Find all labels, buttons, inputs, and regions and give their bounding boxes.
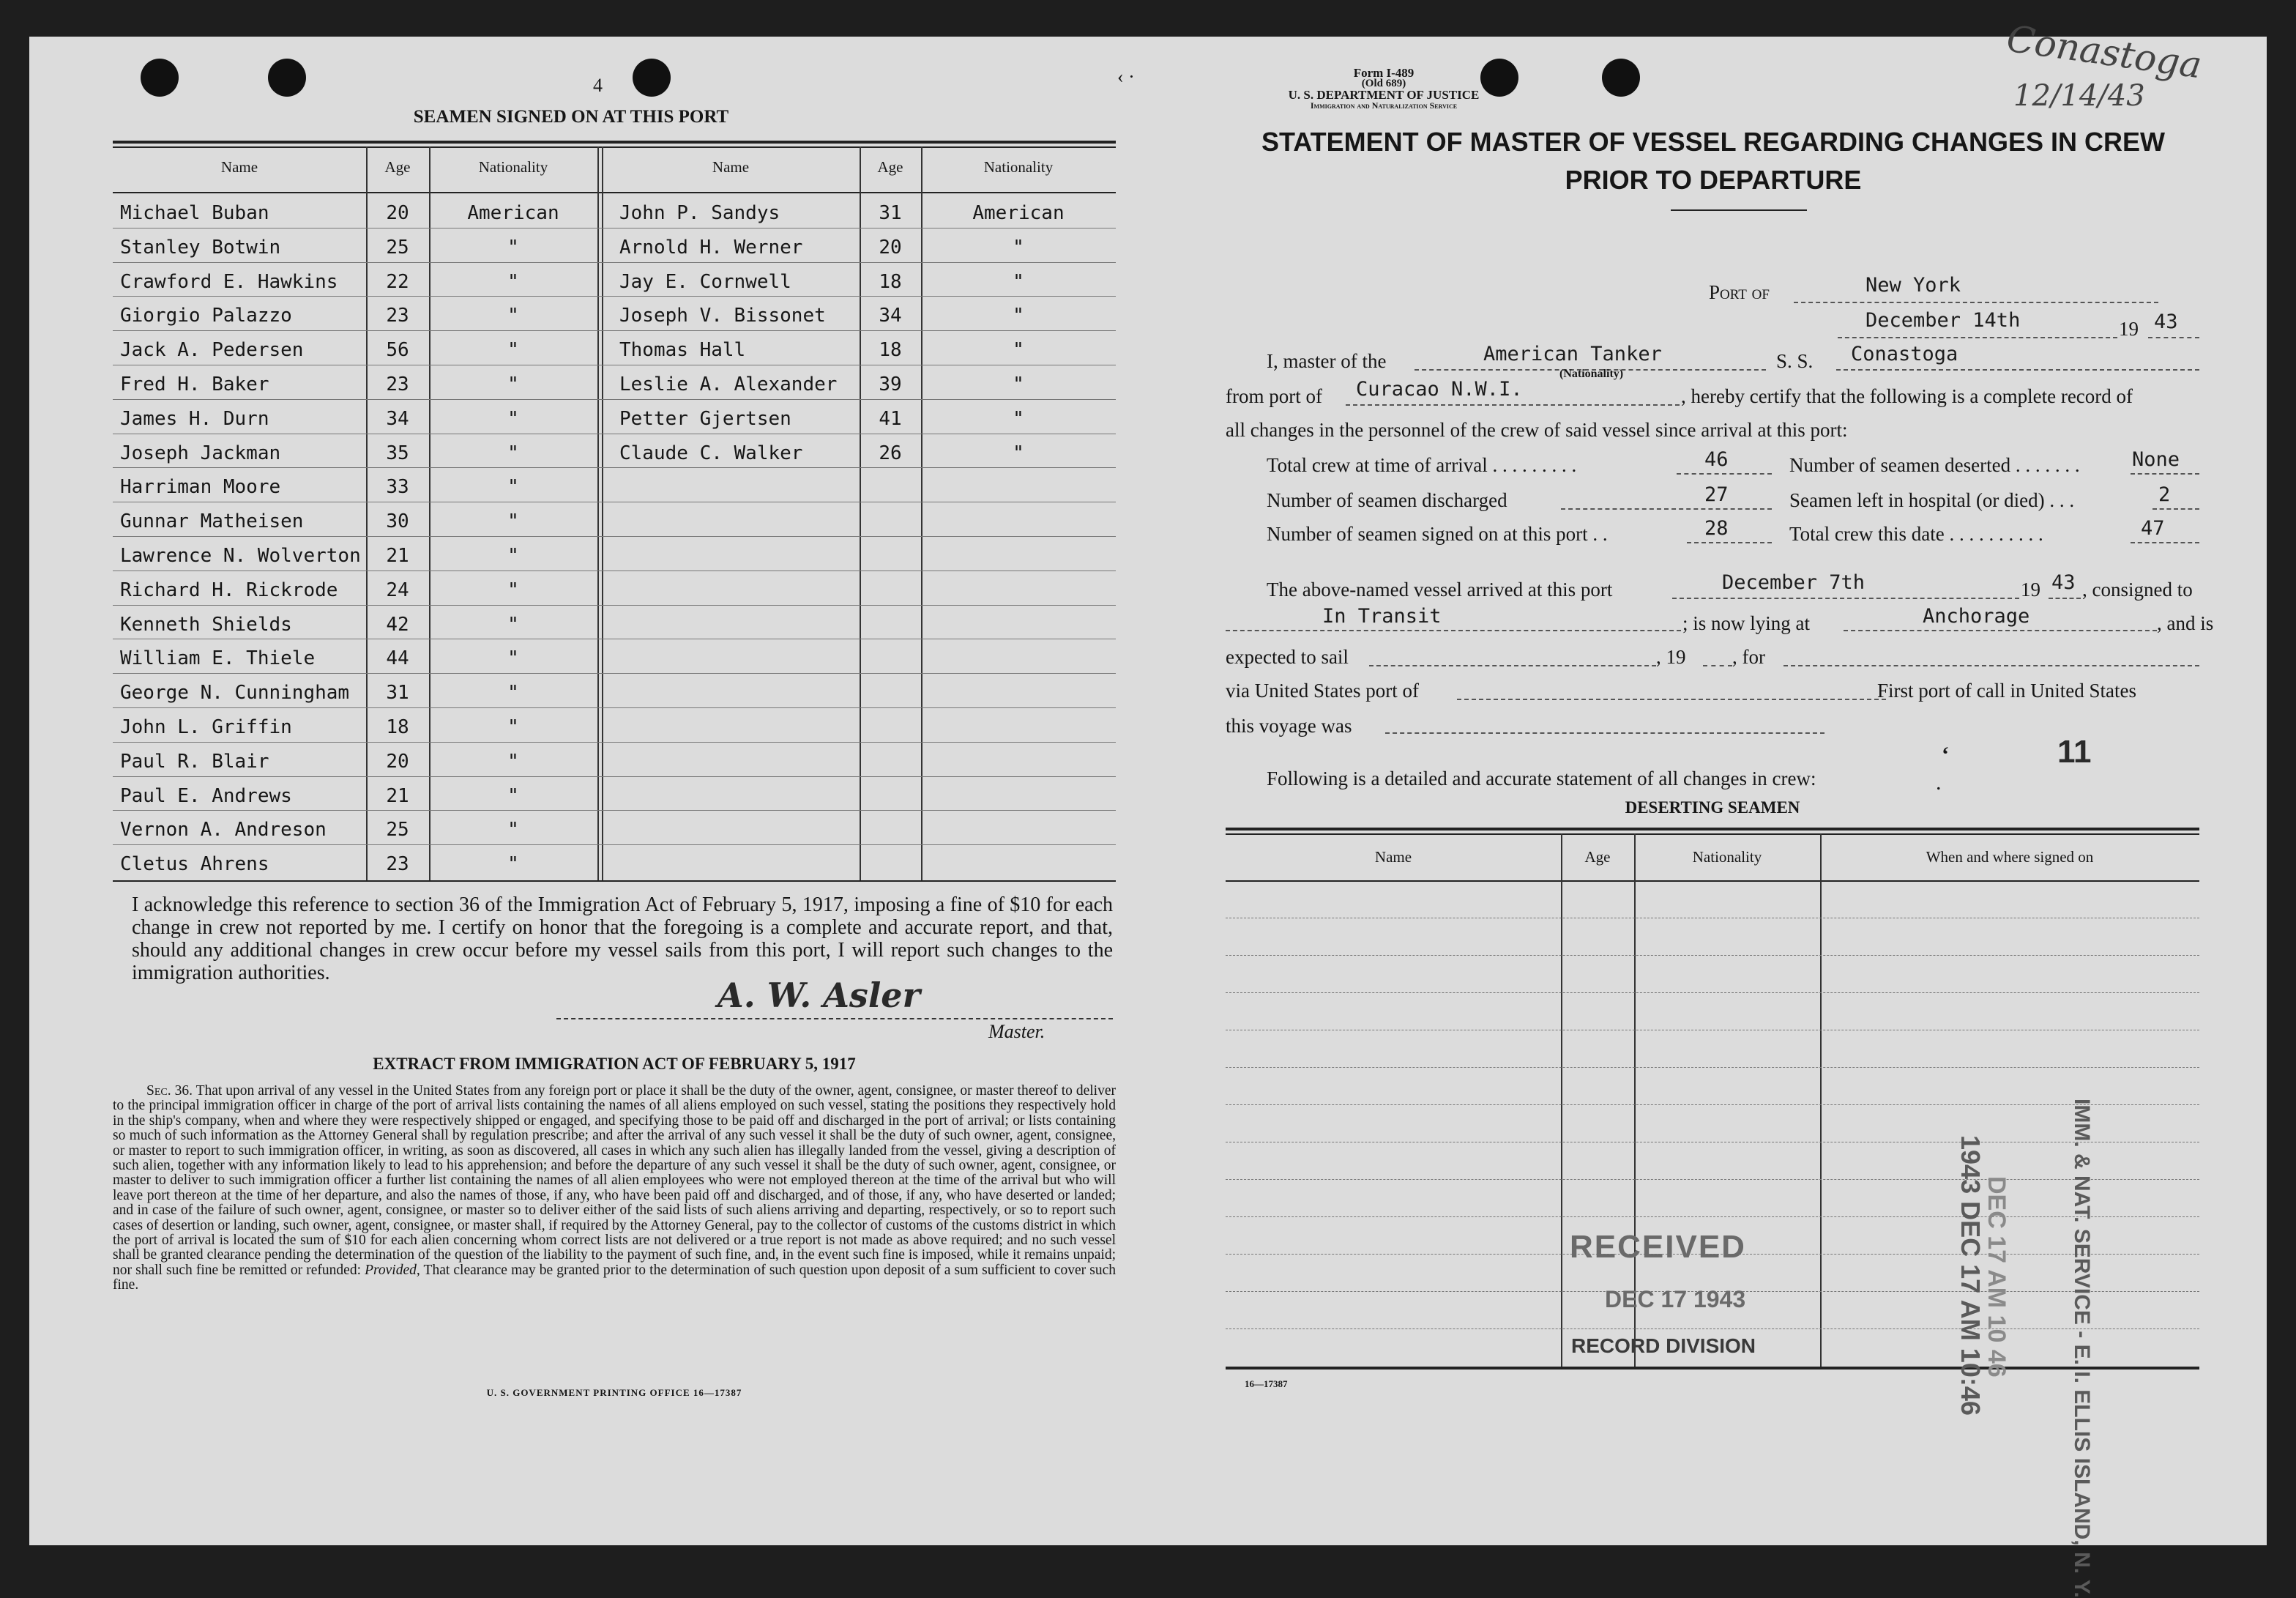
punch-hole <box>141 59 179 97</box>
handwritten-vessel: Conastoga <box>2004 17 2204 87</box>
seaman-nationality: " <box>507 407 519 430</box>
seaman-age: 18 <box>879 339 902 362</box>
seaman-name: Cletus Ahrens <box>120 853 269 876</box>
seaman-name: Gunnar Matheisen <box>120 510 304 533</box>
seaman-age: 20 <box>386 750 409 773</box>
seaman-name: William E. Thiele <box>120 647 316 670</box>
year-prefix: 19 <box>2119 318 2139 340</box>
seaman-name: Paul R. Blair <box>120 750 269 773</box>
seaman-name: Jack A. Pedersen <box>120 339 304 362</box>
deserting-col-nationality: Nationality <box>1692 848 1762 866</box>
extract-tail: That clearance may be granted prior to the determination of such question upon deposit of a sum sufficient to cover such fine. <box>113 1262 1116 1293</box>
seaman-nationality: " <box>1013 407 1024 430</box>
master-of-label: I, master of the <box>1267 350 1387 372</box>
arrived-year-prefix: 19 <box>2021 579 2040 601</box>
seaman-age: 21 <box>386 784 409 807</box>
arrived-year: 43 <box>2051 571 2076 594</box>
seaman-age: 56 <box>386 339 409 362</box>
deserting-row-rule <box>1226 1067 2199 1068</box>
seaman-age: 21 <box>386 545 409 567</box>
table-row-rule <box>113 536 1116 537</box>
seaman-age: 22 <box>386 270 409 293</box>
seaman-age: 34 <box>879 305 902 327</box>
seaman-nationality: " <box>507 750 519 773</box>
title-underline <box>1671 209 1807 211</box>
expected-label: expected to sail <box>1226 646 1349 668</box>
received-stamp: RECEIVED <box>1570 1229 1746 1265</box>
seaman-age: 26 <box>879 442 902 464</box>
seaman-nationality: " <box>507 305 519 327</box>
consigned-to: In Transit <box>1322 605 1442 628</box>
master-signature: A. W. Asler <box>718 975 920 1015</box>
handwritten-count: 11 <box>2057 734 2092 770</box>
via-label: via United States port of <box>1226 680 1419 702</box>
seaman-age: 30 <box>386 510 409 533</box>
tick-dot: . <box>1936 770 1942 795</box>
col-header-age: Age <box>877 158 903 176</box>
deserting-row-rule <box>1226 1328 2199 1329</box>
seaman-nationality: American <box>467 202 559 224</box>
seaman-name: Michael Buban <box>120 202 269 224</box>
for-label: , for <box>1732 646 1765 668</box>
seaman-name: Jay E. Cornwell <box>619 270 791 293</box>
seaman-age: 18 <box>879 270 902 293</box>
consigned-label: , consigned to <box>2082 579 2193 601</box>
document-sheet <box>29 17 2267 1598</box>
from-port-value: Curacao N.W.I. <box>1356 378 1523 401</box>
seaman-name: Harriman Moore <box>120 476 281 499</box>
seaman-name: Joseph V. Bissonet <box>619 305 826 327</box>
total-crew-date: 47 <box>2141 517 2165 540</box>
seaman-nationality: " <box>507 510 519 533</box>
seaman-nationality: " <box>507 579 519 601</box>
total-crew-arrival: 46 <box>1704 448 1729 471</box>
deserted-label: Number of seamen deserted . . . . . . . <box>1789 454 2080 476</box>
date-value: December 14th <box>1865 309 2021 332</box>
lying-label: ; is now lying at <box>1682 612 1810 634</box>
table-row-rule <box>113 776 1116 777</box>
seaman-age: 23 <box>386 853 409 876</box>
gpo-footer: U. S. GOVERNMENT PRINTING OFFICE 16—17387 <box>486 1387 742 1398</box>
seaman-name: Kenneth Shields <box>120 613 292 636</box>
certify-text: , hereby certify that the following is a complete record of <box>1681 385 2133 407</box>
seaman-nationality: " <box>507 476 519 499</box>
form-old-number: (Old 689) <box>1361 78 1406 89</box>
seaman-age: 20 <box>386 202 409 224</box>
seaman-name: Joseph Jackman <box>120 442 281 464</box>
seaman-nationality: " <box>507 682 519 705</box>
seaman-age: 18 <box>386 716 409 738</box>
total-crew-date-label: Total crew this date . . . . . . . . . . <box>1789 523 2043 545</box>
seaman-nationality: American <box>972 202 1065 224</box>
col-header-name: Name <box>220 158 258 176</box>
seaman-name: Fred H. Baker <box>120 374 269 395</box>
deserting-row-rule <box>1226 1104 2199 1105</box>
seaman-name: Paul E. Andrews <box>120 784 292 807</box>
seaman-age: 39 <box>879 374 902 395</box>
table-row-rule <box>113 673 1116 674</box>
seaman-nationality: " <box>507 442 519 464</box>
seaman-age: 44 <box>386 647 409 670</box>
lying-at: Anchorage <box>1923 605 2030 628</box>
seaman-age: 20 <box>879 236 902 259</box>
deserted-count: None <box>2132 448 2180 471</box>
seaman-name: James H. Durn <box>120 407 269 430</box>
seaman-age: 25 <box>386 236 409 259</box>
seaman-name: Crawford E. Hawkins <box>120 270 338 293</box>
seaman-age: 31 <box>386 682 409 705</box>
discharged-count: 27 <box>1704 483 1729 506</box>
seaman-nationality: " <box>1013 339 1024 362</box>
vertical-stamp-faint: DEC 17 AM 10 46 <box>1983 1176 2010 1378</box>
tick-mark: ‘ <box>1942 743 1949 767</box>
extract-provided: Provided, <box>365 1262 420 1278</box>
table-row-rule <box>113 262 1116 263</box>
form-header <box>1230 67 1538 111</box>
table-row-rule <box>113 844 1116 845</box>
total-crew-arrival-label: Total crew at time of arrival . . . . . . . . . <box>1267 454 1577 476</box>
ship-name: Conastoga <box>1851 343 1958 365</box>
table-row-rule <box>113 296 1116 297</box>
seaman-name: Petter Gjertsen <box>619 407 791 430</box>
right-footer-code: 16—17387 <box>1245 1378 1288 1389</box>
seaman-name: Lawrence N. Wolverton <box>120 545 361 567</box>
header-mark: ‹ · <box>1117 66 1135 87</box>
following-label: Following is a detailed and accurate statement of all changes in crew: <box>1267 768 1816 789</box>
form-title-line1: STATEMENT OF MASTER OF VESSEL REGARDING CHANGES IN CREW <box>1261 127 2166 157</box>
record-division-stamp: RECORD DIVISION <box>1571 1334 1756 1357</box>
deserting-title: DESERTING SEAMEN <box>1625 798 1800 817</box>
seaman-nationality: " <box>1013 374 1024 395</box>
seaman-nationality: " <box>507 647 519 670</box>
seaman-age: 35 <box>386 442 409 464</box>
ss-label: S. S. <box>1776 350 1814 372</box>
master-label: Master. <box>988 1021 1046 1042</box>
seaman-name: Leslie A. Alexander <box>619 374 838 395</box>
table-row-rule <box>113 707 1116 708</box>
seaman-nationality: " <box>1013 270 1024 293</box>
seaman-age: 41 <box>879 407 902 430</box>
seaman-name: George N. Cunningham <box>120 682 350 705</box>
from-port-label: from port of <box>1226 385 1322 407</box>
seaman-nationality: " <box>1013 305 1024 327</box>
seaman-nationality: " <box>507 374 519 395</box>
deserting-row-rule <box>1226 1179 2199 1180</box>
form-number: Form I-489 <box>1353 66 1414 80</box>
seaman-age: 23 <box>386 305 409 327</box>
discharged-label: Number of seamen discharged <box>1267 489 1507 511</box>
seaman-age: 24 <box>386 579 409 601</box>
page-number: 4 <box>593 75 603 96</box>
service-name: Immigration and Naturalization Service <box>1310 100 1458 111</box>
seaman-nationality: " <box>507 545 519 567</box>
table-row-rule <box>113 467 1116 468</box>
hospital-label: Seamen left in hospital (or died) . . . <box>1789 489 2075 511</box>
signature-line <box>556 1018 1113 1019</box>
signed-on-title: SEAMEN SIGNED ON AT THIS PORT <box>413 107 729 127</box>
seaman-nationality: " <box>1013 442 1024 464</box>
first-port-label: First port of call in United States <box>1877 680 2136 702</box>
expected-year: , 19 <box>1656 646 1686 668</box>
seaman-nationality: " <box>507 339 519 362</box>
seaman-name: Thomas Hall <box>619 339 746 362</box>
table-row-rule <box>113 810 1116 811</box>
seaman-age: 34 <box>386 407 409 430</box>
seaman-age: 42 <box>386 613 409 636</box>
extract-body: That upon arrival of any vessel in the United States from any foreign port or place it shall be the duty of the owner, agent, consignee, or master thereof to deliver to the principal immigration officer in charge of the port of arrival lists containing the names of all aliens employed on such vessel, stating the positions they respectively hold in the ship's company, when and where they were respectively shipped or engaged, and specifying those to be paid off and discharged in the port of arrival; or lists containing so much of such information as the Attorney General shall by regulation prescribe; and after the arrival of any such vessel it shall be the duty of such owner, agent, consignee, or master to report to such immigration officer, in writing, as soon as discovered, all cases in which any such alien has illegally landed from the vessel, giving a description of such alien, together with any information likely to lead to his apprehension; and before the departure of any such vessel it shall be the duty of such owner, agent, consignee, or master to deliver to such immigration officer a further list containing the names of all alien employees who were not employed thereon at the time of the arrival but who will leave port thereon at the time of her departure, and also the names of those, if any, who have been paid off and discharged, and of those, if any, who have deserted or landed; and in case of the failure of such owner, agent, consignee, or master so to deliver either of the said lists of such aliens arriving and departing, respectively, or so to report such cases of desertion or landing, such owner, agent, consignee, or master shall, if required by the Attorney General, pay to the collector of customs of the customs district in which the port of arrival is located the sum of $10 for each alien concerning whom correct lists are not delivered or a true report is not made as above required; and no such vessel shall be granted clearance pending the determination of the question of the liability to the payment of such fine, and, in the event such fine is imposed, while it remains unpaid; nor shall such fine be remitted or refunded: <box>113 1083 1116 1278</box>
seaman-name: Stanley Botwin <box>120 236 281 259</box>
seaman-nationality: " <box>507 716 519 738</box>
col-header-nationality: Nationality <box>983 158 1054 176</box>
deserting-col-signed-on: When and where signed on <box>1926 848 2094 866</box>
nationality-caption: (Nationality) <box>1559 368 1624 380</box>
punch-hole <box>268 59 306 97</box>
deserting-col-age: Age <box>1584 848 1611 866</box>
signed-on-label: Number of seamen signed on at this port . . <box>1267 523 1608 545</box>
seaman-nationality: " <box>507 819 519 841</box>
table-row-rule <box>113 742 1116 743</box>
vertical-stamp-service: IMM. & NAT. SERVICE - E. I. ELLIS ISLAND, N. Y. <box>2070 1099 2094 1598</box>
port-label: Port of <box>1709 281 1770 303</box>
seaman-age: 25 <box>386 819 409 841</box>
acknowledgement-text: I acknowledge this reference to section 36 of the Immigration Act of February 5, 1917, imposing a fine of $10 for each change in crew not reported by me. I certify on honor that the foregoing is a complete and accurate report, and that, should any additional changes in crew occur before my vessel sails from this port, I will report such changes to the immigration authorities. <box>132 893 1113 984</box>
seaman-name: Richard H. Rickrode <box>120 579 338 601</box>
seaman-age: 33 <box>386 476 409 499</box>
seaman-name: Vernon A. Andreson <box>120 819 327 841</box>
form-title-line2: PRIOR TO DEPARTURE <box>1565 165 1862 195</box>
extract-title: EXTRACT FROM IMMIGRATION ACT OF FEBRUARY 5, 1917 <box>373 1055 856 1073</box>
punch-hole <box>1602 59 1640 97</box>
seaman-name: Claude C. Walker <box>619 442 803 464</box>
table-row-rule <box>113 330 1116 331</box>
department-name: U. S. DEPARTMENT OF JUSTICE <box>1288 88 1480 102</box>
handwritten-date: 12/14/43 <box>2013 79 2145 113</box>
seaman-name: John L. Griffin <box>120 716 292 738</box>
deserting-row-rule <box>1226 955 2199 956</box>
signed-on-count: 28 <box>1704 517 1729 540</box>
deserting-row-rule <box>1226 1216 2199 1217</box>
col-header-nationality: Nationality <box>478 158 548 176</box>
col-header-age: Age <box>384 158 411 176</box>
punch-hole <box>633 59 671 97</box>
deserting-col-name: Name <box>1374 848 1412 866</box>
col-header-name: Name <box>712 158 750 176</box>
vertical-stamp-time: 1943 DEC 17 AM 10:46 <box>1956 1135 1986 1416</box>
year-value: 43 <box>2154 311 2178 333</box>
seaman-name: John P. Sandys <box>619 202 780 224</box>
seaman-nationality: " <box>507 236 519 259</box>
voyage-label: this voyage was <box>1226 715 1352 737</box>
arrived-date: December 7th <box>1722 571 1865 594</box>
seaman-age: 23 <box>386 374 409 395</box>
extract-text <box>113 1084 1116 1293</box>
port-value: New York <box>1865 274 1961 297</box>
table-row-rule <box>113 399 1116 400</box>
hospital-count: 2 <box>2158 483 2171 506</box>
seaman-nationality: " <box>507 784 519 807</box>
deserting-row-rule <box>1226 992 2199 993</box>
nationality-value: American Tanker <box>1483 343 1662 365</box>
arrived-label: The above-named vessel arrived at this port <box>1267 579 1613 601</box>
seaman-nationality: " <box>1013 236 1024 259</box>
table-row-rule <box>113 605 1116 606</box>
and-is-label: , and is <box>2157 612 2214 634</box>
received-date: DEC 17 1943 <box>1605 1286 1746 1312</box>
seaman-age: 31 <box>879 202 902 224</box>
form-title <box>1245 123 2182 199</box>
seaman-nationality: " <box>507 613 519 636</box>
seaman-name: Giorgio Palazzo <box>120 305 292 327</box>
extract-lead: Sec. 36. <box>146 1083 193 1099</box>
seaman-name: Arnold H. Werner <box>619 236 803 259</box>
seaman-nationality: " <box>507 270 519 293</box>
all-changes-text: all changes in the personnel of the crew of said vessel since arrival at this port: <box>1226 419 1848 441</box>
seaman-nationality: " <box>507 853 519 876</box>
